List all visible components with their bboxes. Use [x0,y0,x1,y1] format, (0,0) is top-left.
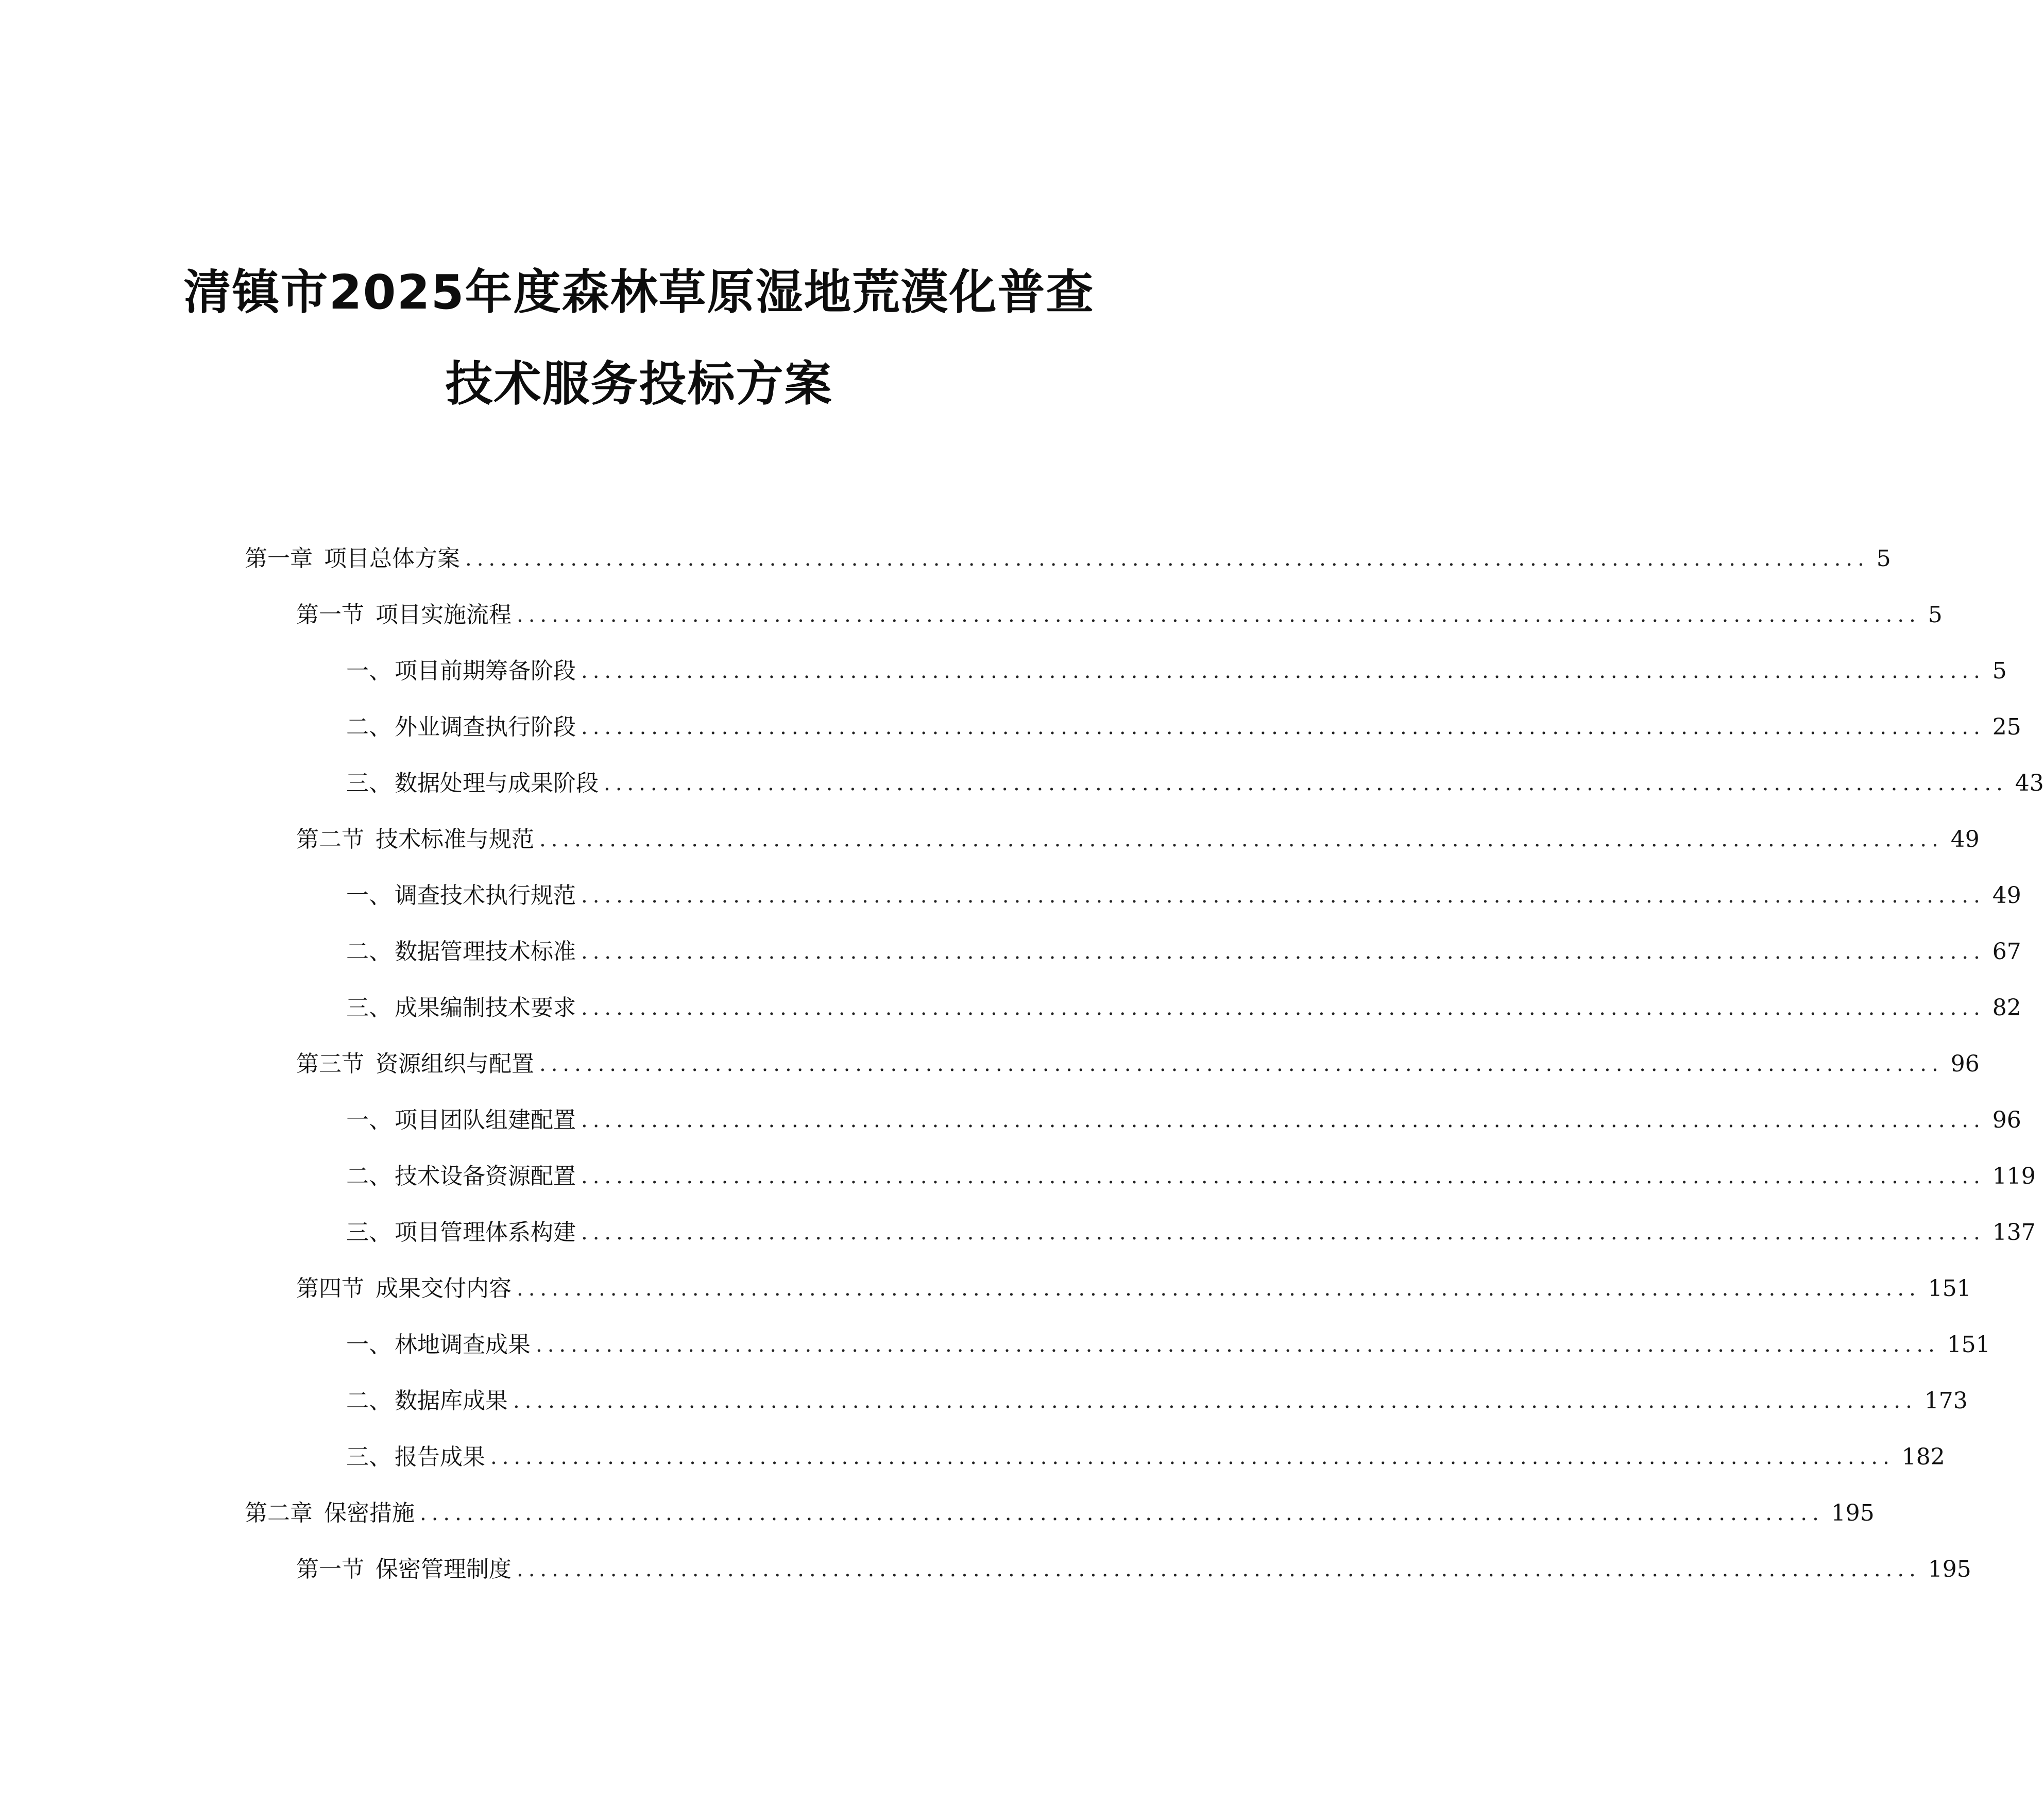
toc-entry-number: 一、 [346,1107,391,1133]
toc-entry-label: 项目管理体系构建 [395,1219,576,1246]
toc-entry-page: 43 [2015,770,2044,796]
toc-entry-subsection[interactable] [346,1383,1968,1419]
toc-entry-number: 第二章 [245,1500,313,1526]
toc-entry-number: 三、 [346,1444,391,1470]
toc-entry-page: 82 [1992,995,2021,1021]
toc-dot-leader: ........................................................................................................................ [539,1052,1944,1076]
toc-entry-page: 173 [1924,1388,1968,1414]
toc-dot-leader: ........................................................................................................................ [490,1445,1895,1469]
toc-entry-page: 5 [1876,545,1891,572]
toc-dot-leader: ........................................................................................................................ [517,603,1921,627]
toc-entry-number: 二、 [346,1388,391,1414]
toc-entry-label: 外业调查执行阶段 [395,714,576,740]
toc-dot-leader: ........................................................................................................................ [517,1277,1921,1301]
toc-entry-number: 第一节 [296,1556,364,1582]
toc-entry-label: 数据库成果 [395,1388,508,1414]
toc-entry-number: 第四节 [296,1275,364,1302]
toc-entry-label: 报告成果 [395,1444,485,1470]
toc-entry-number: 三、 [346,1219,391,1246]
toc-dot-leader: ........................................................................................................................ [513,1389,1917,1413]
toc-entry-page: 182 [1901,1444,1945,1470]
toc-entry-subsection[interactable] [346,1439,1945,1475]
toc-entry-page: 137 [1992,1219,2036,1246]
toc-dot-leader: ........................................................................................................................ [581,1109,1985,1132]
toc-entry-subsection[interactable] [346,1327,1990,1363]
toc-entry-page: 96 [1992,1107,2021,1133]
document-title-line-1: 清镇市2025年度森林草原湿地荒漠化普查 [183,265,1095,320]
toc-entry-label: 保密管理制度 [376,1556,512,1582]
toc-entry-page: 5 [1928,602,1943,628]
toc-entry-label: 成果交付内容 [376,1275,512,1302]
toc-entry-number: 第一章 [245,545,313,572]
toc-entry-page: 25 [1992,714,2021,740]
toc-entry-number: 第一节 [296,602,364,628]
toc-dot-leader: ........................................................................................................................ [536,1333,1940,1357]
toc-entry-page: 49 [1950,826,1980,853]
toc-entry-label: 数据管理技术标准 [395,939,576,965]
toc-entry-number: 第三节 [296,1051,364,1077]
toc-entry-subsection[interactable] [346,1158,2036,1195]
toc-entry-section[interactable] [296,1046,1980,1082]
toc-entry-number: 二、 [346,939,391,965]
toc-entry-number: 三、 [346,995,391,1021]
toc-dot-leader: ........................................................................................................................ [581,996,1985,1020]
toc-entry-label: 项目实施流程 [376,602,512,628]
toc-dot-leader: ........................................................................................................................ [581,884,1985,908]
toc-dot-leader: ........................................................................................................................ [581,1165,1985,1188]
toc-entry-label: 林地调查成果 [395,1332,531,1358]
document-title-line-2: 技术服务投标方案 [445,356,833,412]
toc-entry-label: 数据处理与成果阶段 [395,770,599,796]
toc-entry-number: 第二节 [296,826,364,853]
toc-entry-label: 资源组织与配置 [376,1051,534,1077]
toc-entry-label: 技术标准与规范 [376,826,534,853]
toc-dot-leader: ........................................................................................................................ [604,772,2008,795]
toc-dot-leader: ........................................................................................................................ [581,940,1985,964]
toc-entry-number: 一、 [346,882,391,909]
toc-entry-chapter[interactable] [245,541,1891,577]
toc-entry-number: 二、 [346,1163,391,1189]
toc-entry-page: 96 [1950,1051,1980,1077]
toc-entry-page: 195 [1928,1556,1971,1582]
toc-dot-leader: ........................................................................................................................ [581,659,1985,683]
toc-entry-page: 195 [1831,1500,1875,1526]
toc-dot-leader: ........................................................................................................................ [539,828,1944,851]
toc-dot-leader: ........................................................................................................................ [420,1502,1824,1525]
toc-entry-section[interactable] [296,1271,1971,1307]
toc-dot-leader: ........................................................................................................................ [581,715,1985,739]
toc-entry-chapter[interactable] [245,1495,1875,1531]
toc-entry-subsection[interactable] [346,1102,2021,1138]
toc-entry-page: 67 [1992,939,2021,965]
toc-entry-label: 项目团队组建配置 [395,1107,576,1133]
toc-entry-number: 二、 [346,714,391,740]
toc-entry-section[interactable] [296,597,1943,633]
toc-entry-number: 一、 [346,1332,391,1358]
toc-entry-subsection[interactable] [346,934,2021,970]
toc-entry-subsection[interactable] [346,709,2021,745]
toc-entry-section[interactable] [296,822,1980,858]
toc-entry-label: 调查技术执行规范 [395,882,576,909]
toc-dot-leader: ........................................................................................................................ [581,1221,1985,1245]
toc-entry-number: 一、 [346,658,391,684]
toc-entry-label: 项目前期筹备阶段 [395,658,576,684]
toc-entry-label: 成果编制技术要求 [395,995,576,1021]
toc-entry-subsection[interactable] [346,1215,2036,1251]
toc-entry-page: 151 [1947,1332,1990,1358]
toc-dot-leader: ........................................................................................................................ [465,547,1869,571]
toc-entry-page: 49 [1992,882,2021,909]
toc-entry-label: 项目总体方案 [324,545,460,572]
toc-dot-leader: ........................................................................................................................ [517,1558,1921,1581]
toc-entry-page: 5 [1992,658,2007,684]
toc-entry-subsection[interactable] [346,653,2007,689]
toc-entry-page: 119 [1992,1163,2036,1189]
toc-entry-label: 技术设备资源配置 [395,1163,576,1189]
toc-entry-label: 保密措施 [324,1500,415,1526]
toc-entry-subsection[interactable] [346,990,2021,1026]
toc-entry-subsection[interactable] [346,878,2021,914]
toc-entry-number: 三、 [346,770,391,796]
toc-entry-subsection[interactable] [346,765,2044,802]
toc-entry-page: 151 [1928,1275,1971,1302]
toc-entry-section[interactable] [296,1552,1971,1588]
